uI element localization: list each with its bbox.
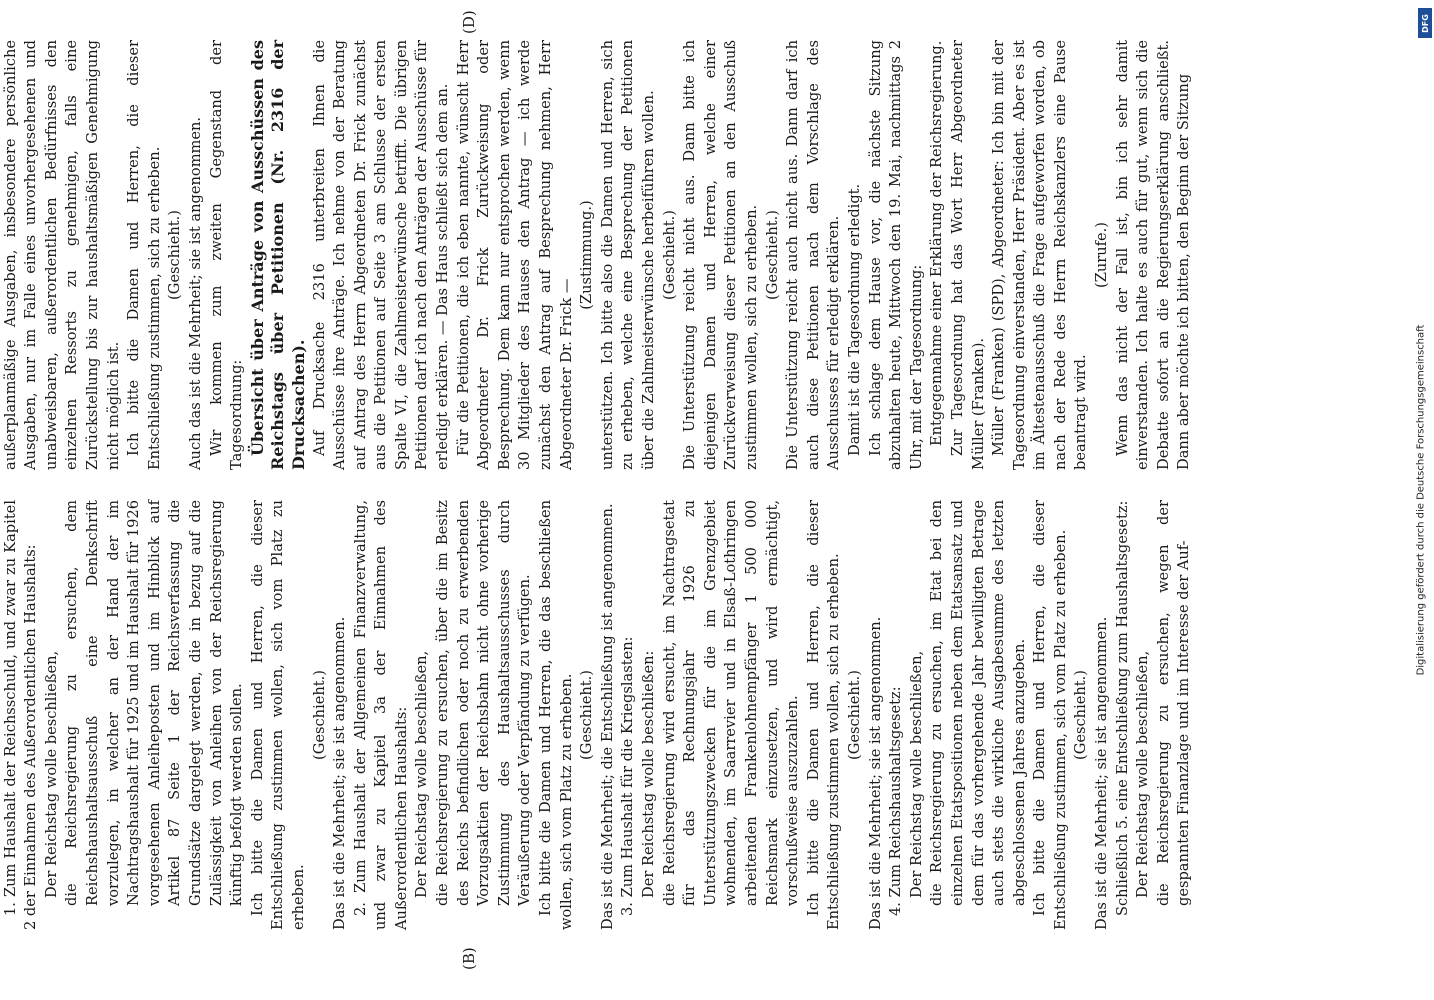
paragraph: (Zurufe.) bbox=[1093, 222, 1111, 288]
paragraph: Wir kommen zum zweiten Gegenstand der Tagesordnung: bbox=[207, 40, 246, 470]
paragraph: (Geschieht.) bbox=[763, 210, 781, 300]
paragraph: Das ist die Mehrheit; die Entschließung ist angenommen. bbox=[598, 503, 616, 930]
paragraph: die Reichsregierung zu ersuchen, im Etat bei den einzelnen Etatspositionen neben dem Etatsansatz und dem für das vorhergehende Jahr bewilligten Betrage auch stets die wirkliche Ausgabesumme des letzten abgeschlossenen Jahres anzugeben. bbox=[928, 500, 1028, 906]
paragraph: Übersicht über Anträge von Ausschüssen des Reichstags über Petitionen (Nr. 2316 der Drucksachen). bbox=[247, 40, 308, 470]
paragraph: (Zustimmung.) bbox=[578, 200, 596, 310]
paragraph: Müller (Franken) (SPD), Abgeordneter: Ich bin mit der Tagesordnung einverstanden, Herr Präsident. Aber es ist im Ältestenausschuß die Frage aufgeworfen worden, ob nach der Rede des Herrn Reichskanzlers eine Pause beantragt wird. bbox=[990, 40, 1090, 470]
right-column bbox=[0, 40, 1195, 470]
margin-mark-d: (D) bbox=[460, 10, 478, 34]
paragraph: Das ist die Mehrheit; sie ist angenommen. bbox=[1093, 616, 1111, 930]
paragraph: die Reichsregierung zu ersuchen, über die im Besitz des Reichs befindlichen oder noch zu erwerbenden Vorzugsaktien der Reichsbahn nicht ohne vorherige Zustimmung des Haushaltsausschusses durch Veräußerung oder Verpfändung zu verfügen. bbox=[434, 500, 534, 906]
paragraph: Das ist die Mehrheit; sie ist angenommen. bbox=[331, 616, 349, 930]
paragraph: unterstützen. Ich bitte also die Damen und Herren, sich zu erheben, welche eine Besprechung der Petitionen über die Zahlmeisterwünsche herbeiführen wollen. bbox=[598, 40, 657, 470]
paragraph: (Geschieht.) bbox=[310, 670, 328, 760]
paragraph: Das ist die Mehrheit; sie ist angenommen. bbox=[866, 616, 884, 930]
paragraph: die Reichsregierung wird ersucht, im Nachtragsetat für das Rechnungsjahr 1926 zu Unterstützungszwecken für die im Grenzgebiet wohnenden, im Saarrevier und in Elsaß-Lothringen arbeitenden Frankenlohnempfänger 1 500 000 Reichsmark einzusetzen, und wird ermächtigt, vorschußweise auszuzahlen. bbox=[660, 500, 802, 906]
paragraph: Ich bitte die Damen und Herren, die dieser Entschließung zustimmen, sich zu erheben. bbox=[125, 40, 163, 470]
margin-mark-b: (B) bbox=[460, 947, 478, 970]
paragraph: 2. Zum Haushalt der Allgemeinen Finanzverwaltung, und zwar zu Kapitel 3a der Einnahmen des Außerordentlichen Haushalts: bbox=[351, 500, 410, 930]
paragraph: Der Reichstag wolle beschließen, bbox=[42, 650, 60, 898]
paragraph: Wenn das nicht der Fall ist, bin ich sehr damit einverstanden. Ich halte es auch für gut, wenn sich die Debatte sofort an die Regierungserklärung anschließt. Dann aber möchte ich bitten, den Beginn der Sitzung bbox=[1113, 40, 1193, 470]
paragraph: Die Unterstützung reicht auch nicht aus. Dann darf ich auch diese Petitionen nach dem Vorschlage des Ausschusses für erledigt erklären. bbox=[784, 40, 843, 470]
paragraph: Auf Drucksache 2316 unterbreiten Ihnen die Ausschüsse ihre Anträge. Ich nehme von der Beratung auf Antrag des Herrn Abgeordneten Dr. Frick zunächst aus die Petitionen auf Seite 3 am Schlusse der ersten Spalte VI, die Zahlmeisterwünsche betrifft. Die übrigen Petitionen darf ich nach den Anträgen der Ausschüsse für erledigt erklären. — Das Haus schließt sich dem an. bbox=[310, 40, 452, 470]
paragraph: Ich bitte die Damen und Herren, die dieser Entschließung zustimmen, sich vom Platz zu erheben. bbox=[1031, 500, 1069, 930]
paragraph: 3. Zum Haushalt für die Kriegslasten: bbox=[619, 636, 637, 916]
paragraph: Ich bitte die Damen und Herren, die dieser Entschließung zustimmen wollen, sich vom Platz zu erheben. bbox=[248, 500, 307, 930]
paragraph: (Geschieht.) bbox=[578, 670, 596, 760]
left-column bbox=[0, 500, 1195, 930]
paragraph: Auch das ist die Mehrheit; sie ist angenommen. bbox=[186, 116, 204, 470]
digitization-note-text: Digitalisierung gefördert durch die Deutsche Forschungsgemeinschaft bbox=[1415, 324, 1427, 676]
paragraph: 4. Zum Reichshaushaltsgesetz: bbox=[887, 686, 905, 916]
paragraph: Der Reichstag wolle beschließen, bbox=[413, 650, 431, 898]
paragraph: Die Unterstützung reicht nicht aus. Dann bitte ich diejenigen Damen und Herren, welche einer Zurückverweisung dieser Petitionen an den Ausschuß zustimmen wollen, sich zu erheben. bbox=[681, 40, 760, 470]
paragraph: (Geschieht.) bbox=[845, 670, 863, 760]
paragraph: (Geschieht.) bbox=[660, 210, 678, 300]
paragraph: Ich bitte die Damen und Herren, die das beschließen wollen, sich vom Platz zu erheben. bbox=[537, 500, 575, 930]
paragraph: Entgegennahme einer Erklärung der Reichsregierung. bbox=[928, 40, 946, 446]
dfg-logo: DFG bbox=[1418, 8, 1432, 38]
paragraph: außerplanmäßige Ausgaben, insbesondere persönliche Ausgaben, nur im Falle eines unvorhergesehenen und unabweisbaren, außerordentlichen Bedürfnisses den einzelnen Ressorts zu genehmigen, falls eine Zurückstellung bis zur haushaltsmäßigen Genehmigung nicht möglich ist. bbox=[1, 40, 122, 470]
paragraph: Der Reichstag wolle beschließen, bbox=[907, 650, 925, 898]
paragraph: (Geschieht.) bbox=[1072, 670, 1090, 760]
paragraph: Ich schlage dem Hause vor, die nächste Sitzung abzuhalten heute, Mittwoch den 19. Mai, nachmittags 2 Uhr, mit der Tagesordnung: bbox=[866, 40, 925, 470]
paragraph: Zur Tagesordnung hat das Wort Herr Abgeordneter Müller (Franken). bbox=[948, 40, 987, 470]
paragraph: (Geschieht.) bbox=[166, 210, 184, 300]
digitization-note bbox=[1408, 0, 1434, 1000]
paragraph: Für die Petitionen, die ich eben nannte, wünscht Herr Abgeordneter Dr. Frick Zurückweisung oder Besprechung. Dem kann nur entsprochen werden, wenn 30 Mitglieder des Hauses den Antrag — ich werde zunächst den Antrag auf Besprechung nehmen, Herr Abgeordneter Dr. Frick — bbox=[454, 40, 575, 470]
paragraph: die Reichsregierung zu ersuchen, wegen der gespannten Finanzlage und im Interesse der Auf- bbox=[1154, 500, 1193, 906]
paragraph: 1. Zum Haushalt der Reichsschuld, und zwar zu Kapitel 2 der Einnahmen des Außerordentlichen Haushalts: bbox=[1, 500, 40, 930]
paragraph: Ich bitte die Damen und Herren, die dieser Entschließung zustimmen wollen, sich zu erheben. bbox=[804, 500, 843, 930]
paragraph: die Reichsregierung zu ersuchen, dem Reichshaushaltsausschuß eine Denkschrift vorzulegen, in welcher an der Hand der im Nachtragshaushalt für 1925 und im Haushalt für 1926 vorgesehenen Anleiheposten und im Hinblick auf Artikel 87 Seite 1 der Reichsverfassung die Grundsätze dargelegt werden, die in bezug auf die Zulässigkeit von Anleihen von der Reichsregierung künftig befolgt werden sollen. bbox=[63, 500, 246, 906]
paragraph: Der Reichstag wolle beschließen, bbox=[1134, 650, 1152, 898]
paragraph: Damit ist die Tagesordnung erledigt. bbox=[845, 183, 863, 456]
paragraph: Schließlich 5. eine Entschließung zum Haushaltsgesetz: bbox=[1113, 500, 1131, 916]
paragraph: Der Reichstag wolle beschließen: bbox=[640, 650, 657, 898]
